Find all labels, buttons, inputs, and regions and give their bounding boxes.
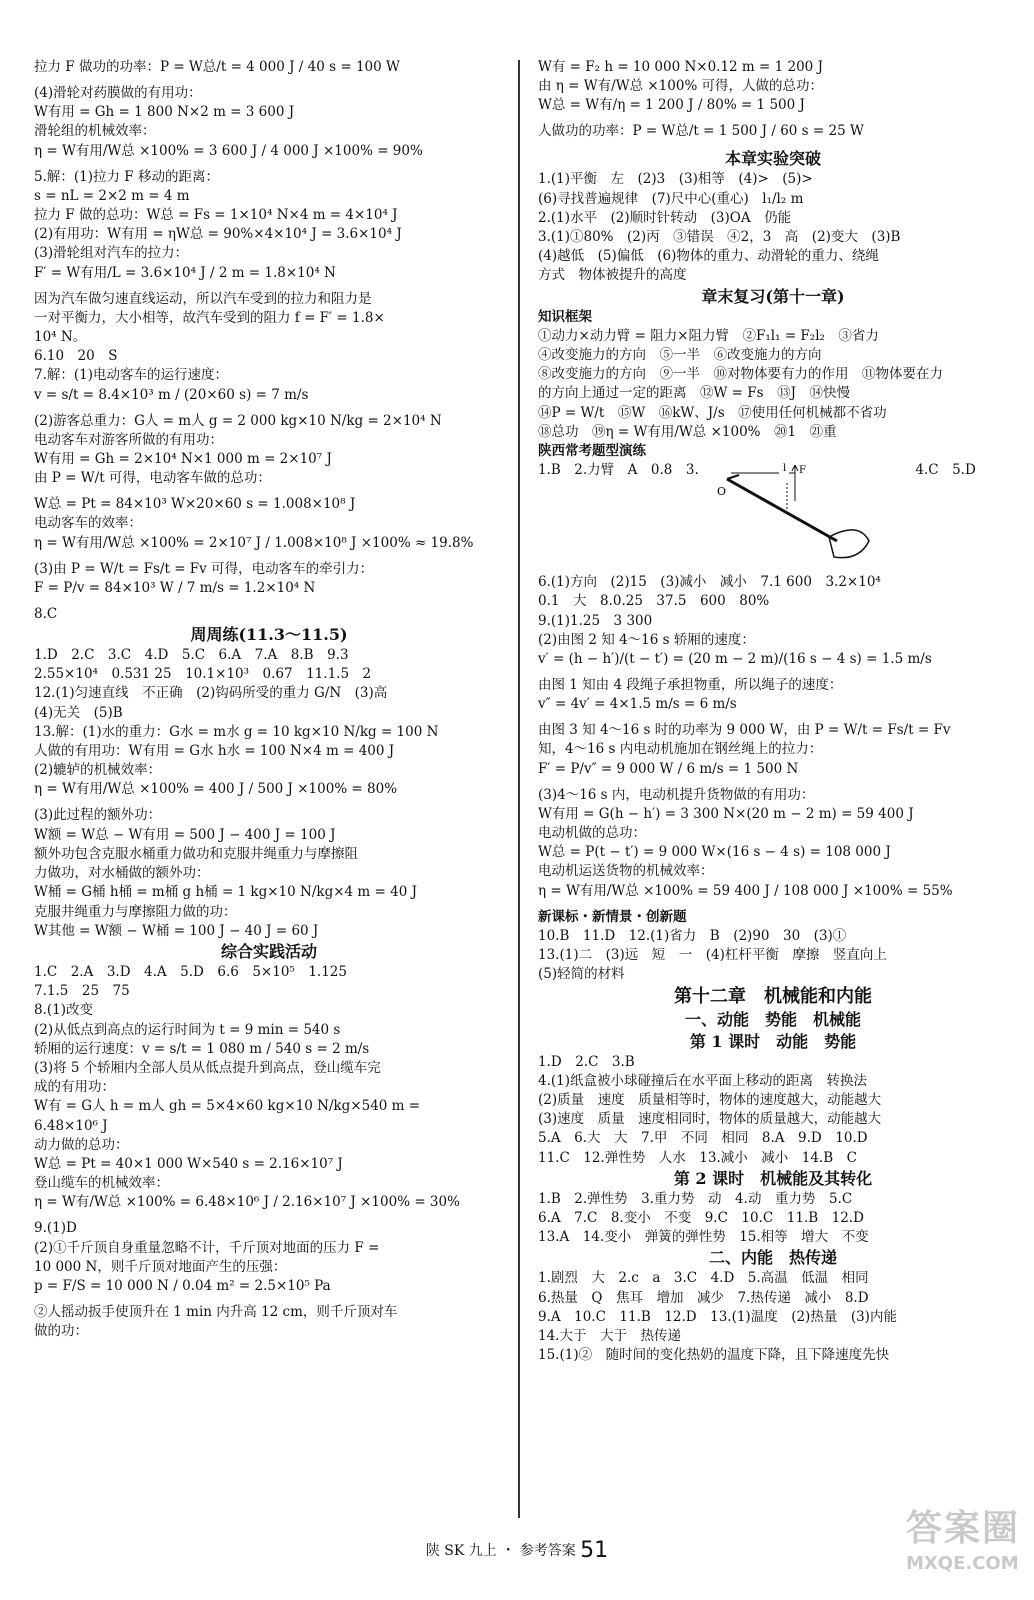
- answer-text: W总 = W有/η = 1 200 J / 80% = 1 500 J: [538, 97, 805, 114]
- answer-text: 1.D 2.C 3.C 4.D 5.C 6.A 7.A 8.B 9.3: [34, 647, 349, 664]
- answer-line-right: [538, 1190, 1008, 1209]
- answer-line-right: [538, 442, 1008, 461]
- answer-line-right: [538, 1327, 1008, 1346]
- answer-line-right: [538, 592, 1008, 611]
- answer-text: (6)寻找普遍规律 (7)尺中心(重心) l₁/l₂ m: [538, 190, 804, 207]
- answer-line-right: [538, 695, 1008, 721]
- answer-line-left: [34, 514, 504, 533]
- column-divider: [518, 60, 520, 1518]
- answer-text: 动力做的总功：: [34, 1136, 129, 1153]
- section-label: 参考答案: [519, 1543, 576, 1559]
- answer-text: 周周练(11.3～11.5): [190, 625, 348, 645]
- answer-text: 拉力 F 做功的功率：P = W总/t = 4 000 J / 40 s = 100 W: [34, 59, 400, 75]
- answer-line-left: [34, 1303, 504, 1322]
- answer-line-right: [538, 1149, 1008, 1168]
- answer-line-left: [34, 1277, 504, 1303]
- answer-text: ⑧改变施力的方向 ⑨一半 ⑩对物体要有力的作用 ⑪物体要在力: [538, 366, 943, 383]
- answer-line-right: [538, 882, 1008, 908]
- answer-text: 一对平衡力，大小相等，故汽车受到的阻力 f = F′ = 1.8×: [34, 309, 385, 326]
- answer-text: 方式 物体被提升的高度: [538, 267, 687, 284]
- answer-text: (2)由图 2 知 4～16 s 轿厢的速度：: [538, 631, 755, 648]
- answer-text: F′ = W有用/L = 3.6×10⁴ J / 2 m = 1.8×10⁴ N: [34, 264, 336, 281]
- answer-text: 6.(1)方向 (2)15 (3)减小 减小 7.1 600 3.2×10⁴: [538, 574, 881, 591]
- answer-line-right: [538, 228, 1008, 247]
- watermark-url: MXQE.COM: [906, 1553, 1019, 1574]
- answer-text: 力做功，对水桶做的额外功：: [34, 865, 210, 882]
- lever-label-F: F: [799, 465, 807, 477]
- answer-line-left: [34, 1219, 504, 1238]
- answer-line-left: [34, 560, 504, 579]
- answer-line-right: [538, 461, 1008, 573]
- answer-line-left: [34, 412, 504, 431]
- lever-diagram-icon: [709, 461, 884, 571]
- answer-text: 成的有用功：: [34, 1079, 115, 1096]
- answer-text: 一、动能 势能 机械能: [684, 1009, 861, 1029]
- answer-text: v′ = (h − h′)/(t − t′) = (20 m − 2 m)/(16 s − 4 s) = 1.5 m/s: [538, 651, 932, 668]
- answer-text: (2)质量 速度 质量相等时，物体的速度越大，动能越大: [538, 1091, 882, 1108]
- answer-text: 8.(1)改变: [34, 1002, 94, 1019]
- answer-line-right: [538, 1346, 1008, 1365]
- answer-text: 克服井绳重力与摩擦阻力做的功：: [34, 903, 237, 920]
- answer-text: 1.B 2.力臂 A 0.8 3.: [538, 462, 699, 479]
- answer-line-right: [538, 805, 1008, 824]
- answer-line-right: [538, 786, 1008, 805]
- answer-line-left: [34, 963, 504, 982]
- answer-line-right: [538, 1168, 1008, 1190]
- answer-line-left: [34, 225, 504, 244]
- answer-text: W有用 = G(h − h′) = 3 300 N×(20 m − 2 m) = 59 400 J: [538, 805, 914, 822]
- watermark-logo: [906, 1500, 1026, 1592]
- answer-text: 6.10 20 S: [34, 348, 118, 365]
- answer-line-right: [538, 1009, 1008, 1031]
- answer-line-left: [34, 742, 504, 761]
- answer-text: 13.A 14.变小 弹簧的弹性势 15.相等 增大 不变: [538, 1229, 869, 1246]
- answer-line-right: [538, 148, 1008, 170]
- answer-line-right: [538, 1129, 1008, 1148]
- answer-text: ④改变施力的方向 ⑤一半 ⑥改变施力的方向: [538, 347, 822, 364]
- answer-text: 知，4～16 s 内电动机施加在钢丝绳上的拉力：: [538, 741, 823, 758]
- answer-line-right: [538, 985, 1008, 1009]
- answer-text: (2)①千斤顶自身重量忽略不计，千斤顶对地面的压力 F =: [34, 1239, 380, 1256]
- answer-text: 5.A 6.大 大 7.甲 不同 相同 8.A 9.D 10.D: [538, 1130, 868, 1147]
- answer-text: (3)滑轮组对汽车的拉力：: [34, 245, 189, 262]
- answer-line-right: [538, 946, 1008, 965]
- answer-text: 电动机做的总功：: [538, 825, 646, 842]
- answer-text: 1.(1)平衡 左 (2)3 (3)相等 (4)> (5)>: [538, 171, 813, 188]
- answer-text: (4)越低 (5)偏低 (6)物体的重力、动滑轮的重力、绕绳: [538, 248, 879, 265]
- answer-text: W其他 = W额 − W桶 = 100 J − 40 J = 60 J: [34, 922, 319, 939]
- answer-text: 因为汽车做匀速直线运动，所以汽车受到的拉力和阻力是: [34, 290, 372, 307]
- lever-label-l: l: [783, 463, 787, 475]
- answer-line-right: [538, 631, 1008, 650]
- answer-line-left: [34, 903, 504, 922]
- answer-text: W有用 = Gh = 1 800 N×2 m = 3 600 J: [34, 104, 295, 121]
- answer-line-left: [34, 431, 504, 450]
- answer-line-right: [538, 676, 1008, 695]
- answer-line-right: [538, 843, 1008, 862]
- answer-text: s = nL = 2×2 m = 4 m: [34, 187, 190, 204]
- answer-text: 7.1.5 25 75: [34, 983, 130, 1000]
- answer-line-left: [34, 605, 504, 624]
- answer-line-right: [538, 740, 1008, 759]
- answer-text: 15.(1)② 随时间的变化热奶的温度下降，且下降速度先快: [538, 1347, 890, 1364]
- answer-line-right: [538, 1053, 1008, 1072]
- answer-text: 滑轮组的机械效率：: [34, 123, 156, 140]
- answer-line-left: [34, 495, 504, 514]
- answer-line-right: [538, 1308, 1008, 1327]
- answer-text: ⑱总功 ⑲η = W有用/W总 ×100% ⑳1 ㉑重: [538, 423, 837, 440]
- answer-line-left: [34, 864, 504, 883]
- answer-line-right: [538, 1247, 1008, 1269]
- answer-line-left: [34, 1040, 504, 1059]
- answer-line-left: [34, 328, 504, 347]
- answer-line-right: [538, 1269, 1008, 1288]
- answer-line-left: [34, 469, 504, 495]
- answer-text: 7.解：(1)电动客车的运行速度：: [34, 367, 229, 384]
- answer-line-right: [538, 346, 1008, 365]
- answer-text: 5.解：(1)拉力 F 移动的距离：: [34, 168, 219, 185]
- answer-line-left: [34, 1097, 504, 1116]
- answer-line-left: [34, 1001, 504, 1020]
- answer-line-left: [34, 122, 504, 141]
- answer-line-left: [34, 646, 504, 665]
- answer-line-right: [538, 965, 1008, 984]
- answer-line-left: [34, 665, 504, 684]
- answer-line-right: [538, 58, 1008, 77]
- answer-text: 由图 3 知 4～16 s 时的功率为 9 000 W，由 P = W/t = Fs/t = Fv: [538, 722, 951, 739]
- answer-text: 10.B 11.D 12.(1)省力 B (2)90 30 (3)①: [538, 927, 847, 944]
- answer-line-left: [34, 450, 504, 469]
- answer-line-left: [34, 1078, 504, 1097]
- answer-text: 2.55×10⁴ 0.531 25 10.1×10³ 0.67 11.1.5 2: [34, 666, 372, 683]
- answer-text: v″ = 4v′ = 4×1.5 m/s = 6 m/s: [538, 696, 737, 713]
- answer-line-left: [34, 826, 504, 845]
- answer-text: η = W有/W总 ×100% = 6.48×10⁶ J / 2.16×10⁷ J ×100% = 30%: [34, 1194, 460, 1211]
- answer-text: 电动机运送货物的机械效率：: [538, 863, 714, 880]
- answer-line-left: [34, 1239, 504, 1258]
- answer-line-right: [538, 1091, 1008, 1110]
- answer-text: W有 = G人 h = m人 gh = 5×4×60 kg×10 N/kg×540 m =: [34, 1098, 421, 1115]
- answer-line-right: [538, 266, 1008, 285]
- answer-line-left: [34, 1155, 504, 1174]
- answer-line-right: [538, 862, 1008, 881]
- answer-text: (3)速度 质量 速度相同时，物体的质量越大，动能越大: [538, 1111, 882, 1128]
- answer-text: 额外功包含克服水桶重力做功和克服井绳重力与摩擦阻: [34, 845, 358, 862]
- answer-line-left: [34, 142, 504, 168]
- answer-line-left: [34, 1322, 504, 1341]
- answer-text: W有 = F₂ h = 10 000 N×0.12 m = 1 200 J: [538, 59, 823, 75]
- answer-text: (2)有用功：W有用 = ηW总 = 90%×4×10⁴ J = 3.6×10⁴ J: [34, 226, 402, 243]
- answer-text: 1.C 2.A 3.D 4.A 5.D 6.6 5×10⁵ 1.125: [34, 963, 347, 980]
- answer-line-left: [34, 922, 504, 941]
- answer-text: 第 2 课时 机械能及其转化: [673, 1168, 873, 1188]
- answer-text: W桶 = G桶 h桶 = m桶 g h桶 = 1 kg×10 N/kg×4 m = 40 J: [34, 884, 417, 901]
- answer-text: 6.热量 Q 焦耳 增加 减少 7.热传递 减小 8.D: [538, 1289, 869, 1306]
- answer-line-right: [538, 308, 1008, 327]
- answer-line-left: [34, 309, 504, 328]
- answer-text: 9.A 10.C 11.B 12.D 13.(1)温度 (2)热量 (3)内能: [538, 1308, 897, 1325]
- right-column: [538, 58, 1008, 1365]
- answer-text: W总 = P(t − t′) = 9 000 W×(16 s − 4 s) = 108 000 J: [538, 844, 891, 861]
- answer-text: 14.大于 大于 热传递: [538, 1327, 681, 1344]
- answer-text: W总 = Pt = 84×10³ W×20×60 s = 1.008×10⁸ J: [34, 496, 356, 513]
- answer-line-left: [34, 1059, 504, 1078]
- answer-text: ⑭P = W/t ⑮W ⑯kW、J/s ⑰使用任何机械都不省功: [538, 404, 887, 421]
- answer-line-right: [538, 190, 1008, 209]
- answer-text: p = F/S = 10 000 N / 0.04 m² = 2.5×10⁵ Pa: [34, 1277, 331, 1294]
- answer-text: 章末复习(第十一章): [701, 286, 845, 306]
- answer-text: ②人摇动扳手使顶升在 1 min 内升高 12 cm，则千斤顶对车: [34, 1303, 398, 1320]
- left-column: [34, 58, 504, 1341]
- answer-line-left: [34, 366, 504, 385]
- answer-line-left: [34, 347, 504, 366]
- answer-line-left: [34, 684, 504, 703]
- answer-text: 人做的有用功：W有用 = G水 h水 = 100 N×4 m = 400 J: [34, 743, 395, 760]
- answer-line-right: [538, 650, 1008, 676]
- answer-text: 电动客车的效率：: [34, 515, 142, 532]
- answer-line-left: [34, 624, 504, 646]
- answer-text: 由图 1 知由 4 段绳子承担物重，所以绳子的速度：: [538, 677, 843, 694]
- answer-line-right: [538, 760, 1008, 786]
- answer-text: 陕西常考题型演练: [538, 443, 646, 460]
- answer-text: 做的功：: [34, 1323, 88, 1340]
- answer-text: 0.1 大 8.0.25 37.5 600 80%: [538, 593, 770, 610]
- answer-line-left: [34, 187, 504, 206]
- answer-line-left: [34, 1258, 504, 1277]
- answer-line-left: [34, 1174, 504, 1193]
- answer-text: 12.(1)匀速直线 不正确 (2)钩码所受的重力 G/N (3)高: [34, 685, 388, 702]
- answer-line-left: [34, 806, 504, 825]
- answer-text: η = W有用/W总 ×100% = 59 400 J / 108 000 J ×100% = 55%: [538, 882, 953, 899]
- answer-line-right: [538, 404, 1008, 423]
- answer-line-right: [538, 1228, 1008, 1247]
- answer-text: 4.(1)纸盒被小球碰撞后在水平面上移动的距离 转换法: [538, 1072, 868, 1089]
- answer-text: (3)由 P = W/t = Fs/t = Fv 可得，电动客车的牵引力：: [34, 560, 374, 577]
- answer-text: 二、内能 热传递: [708, 1248, 837, 1268]
- answer-text: 10 000 N，则千斤顶对地面产生的压强：: [34, 1258, 287, 1275]
- answer-line-left: [34, 168, 504, 187]
- answer-text: 新课标・新情景・创新题: [538, 908, 687, 925]
- answer-line-left: [34, 761, 504, 780]
- answer-text-extra: 4.C 5.D: [888, 462, 976, 479]
- answer-text: F = P/v = 84×10³ W / 7 m/s = 1.2×10⁴ N: [34, 579, 316, 596]
- answer-line-left: [34, 704, 504, 723]
- answer-line-right: [538, 1289, 1008, 1308]
- answer-line-right: [538, 573, 1008, 592]
- answer-text: 由 η = W有/W总 ×100% 可得，人做的总功：: [538, 78, 824, 95]
- answer-text: 13.(1)二 (3)远 短 一 (4)杠杆平衡 摩擦 竖直向上: [538, 947, 887, 964]
- answer-line-left: [34, 534, 504, 560]
- answer-text: 的方向上通过一定的距离 ⑫W = Fs ⑬J ⑭快慢: [538, 385, 850, 402]
- answer-line-left: [34, 1117, 504, 1136]
- answer-text: 拉力 F 做的总功：W总 = Fs = 1×10⁴ N×4 m = 4×10⁴ J: [34, 207, 398, 224]
- answer-line-right: [538, 908, 1008, 927]
- answer-text: 登山缆车的机械效率：: [34, 1175, 169, 1192]
- answer-text: (2)从低点到高点的运行时间为 t = 9 min = 540 s: [34, 1021, 341, 1038]
- answer-line-right: [538, 612, 1008, 631]
- answer-line-right: [538, 824, 1008, 843]
- answer-text: W总 = Pt = 40×1 000 W×540 s = 2.16×10⁷ J: [34, 1155, 343, 1172]
- answer-line-left: [34, 386, 504, 412]
- answer-text: 人做功的功率：P = W总/t = 1 500 J / 60 s = 25 W: [538, 123, 864, 140]
- answer-line-right: [538, 170, 1008, 189]
- answer-line-right: [538, 1031, 1008, 1053]
- answer-line-right: [538, 122, 1008, 148]
- answer-line-left: [34, 290, 504, 309]
- answer-text: 11.C 12.弹性势 人水 13.减小 减小 14.B C: [538, 1149, 857, 1166]
- answer-line-right: [538, 1209, 1008, 1228]
- answer-line-right: [538, 286, 1008, 308]
- answer-line-right: [538, 1110, 1008, 1129]
- answer-line-right: [538, 96, 1008, 122]
- answer-line-left: [34, 84, 504, 103]
- answer-line-left: [34, 264, 504, 290]
- answer-line-left: [34, 1193, 504, 1219]
- answer-text: 2.(1)水平 (2)顺时针转动 (3)OA 仍能: [538, 209, 792, 226]
- answer-line-right: [538, 721, 1008, 740]
- answer-text: η = W有用/W总 ×100% = 3 600 J / 4 000 J ×100% = 90%: [34, 142, 423, 159]
- answer-text: 本章实验突破: [724, 149, 821, 169]
- answer-text: (2)辘轳的机械效率：: [34, 762, 162, 779]
- answer-text: 13.解：(1)水的重力：G水 = m水 g = 10 kg×10 N/kg = 100 N: [34, 723, 439, 740]
- answer-line-left: [34, 941, 504, 963]
- answer-line-right: [538, 209, 1008, 228]
- answer-text: W额 = W总 − W有用 = 500 J − 400 J = 100 J: [34, 826, 336, 843]
- answer-text: ①动力×动力臂 = 阻力×阻力臂 ②F₁l₁ = F₂l₂ ③省力: [538, 327, 879, 344]
- answer-line-left: [34, 845, 504, 864]
- answer-text: 9.(1)D: [34, 1220, 77, 1237]
- answer-text: 第 1 课时 动能 势能: [689, 1031, 857, 1051]
- answer-line-right: [538, 384, 1008, 403]
- answer-line-right: [538, 1072, 1008, 1091]
- answer-text: 8.C: [34, 605, 58, 622]
- answer-line-left: [34, 58, 504, 84]
- answer-text: 1.D 2.C 3.B: [538, 1053, 635, 1070]
- answer-line-left: [34, 579, 504, 605]
- answer-text: (4)无关 (5)B: [34, 704, 123, 721]
- answer-text: η = W有用/W总 ×100% = 2×10⁷ J / 1.008×10⁸ J ×100% ≈ 19.8%: [34, 534, 474, 551]
- answer-text: F′ = P/v″ = 9 000 W / 6 m/s = 1 500 N: [538, 760, 799, 777]
- answer-text: 6.48×10⁶ J: [34, 1117, 108, 1134]
- answer-text: (3)此过程的额外功：: [34, 807, 162, 824]
- watermark-brand: 答案圈: [906, 1508, 1021, 1549]
- answer-line-right: [538, 365, 1008, 384]
- lever-label-O: O: [717, 485, 727, 499]
- answer-text: η = W有用/W总 ×100% = 400 J / 500 J ×100% = 80%: [34, 781, 398, 798]
- answer-text: 1.B 2.弹性势 3.重力势 动 4.动 重力势 5.C: [538, 1190, 853, 1207]
- answer-text: v = s/t = 8.4×10³ m / (20×60 s) = 7 m/s: [34, 386, 309, 403]
- answer-text: 6.A 7.C 8.变小 不变 9.C 10.C 11.B 12.D: [538, 1209, 864, 1226]
- answer-text: (2)游客总重力：G人 = m人 g = 2 000 kg×10 N/kg = 2×10⁴ N: [34, 412, 442, 429]
- answer-line-left: [34, 883, 504, 902]
- answer-text: W有用 = Gh = 2×10⁴ N×1 000 m = 2×10⁷ J: [34, 451, 332, 468]
- answer-text: 综合实践活动: [220, 941, 317, 961]
- answer-line-left: [34, 1136, 504, 1155]
- answer-text: 知识框架: [538, 308, 592, 325]
- answer-text: 电动客车对游客所做的有用功：: [34, 431, 223, 448]
- answer-text: 由 P = W/t 可得，电动客车做的总功：: [34, 470, 271, 487]
- answer-text: (5)轻简的材料: [538, 966, 625, 983]
- answer-line-left: [34, 206, 504, 225]
- answer-text: (4)滑轮对药膜做的有用功：: [34, 85, 202, 101]
- answer-text: 3.(1)①80% (2)丙 ③错误 ④2，3 高 (2)变大 (3)B: [538, 229, 901, 246]
- page-number: 51: [580, 1538, 609, 1563]
- answer-line-left: [34, 103, 504, 122]
- page-footer: 陕 SK 九上 ・ 参考答案 51: [425, 1538, 609, 1563]
- answer-line-left: [34, 780, 504, 806]
- edition-label: 陕 SK 九上: [425, 1543, 497, 1559]
- answer-text: (3)将 5 个轿厢内全部人员从低点提升到高点，登山缆车完: [34, 1059, 381, 1076]
- answer-line-right: [538, 927, 1008, 946]
- answer-text: 9.(1)1.25 3 300: [538, 612, 653, 629]
- answer-text: 10⁴ N。: [34, 329, 87, 346]
- answer-line-right: [538, 247, 1008, 266]
- answer-line-right: [538, 327, 1008, 346]
- answer-line-left: [34, 244, 504, 263]
- answer-text: (3)4～16 s 内，电动机提升货物做的有用功：: [538, 786, 815, 803]
- answer-text: 轿厢的运行速度：v = s/t = 1 080 m / 540 s = 2 m/s: [34, 1040, 370, 1057]
- answer-line-right: [538, 423, 1008, 442]
- answer-text: 第十二章 机械能和内能: [674, 985, 872, 1007]
- answer-line-right: [538, 77, 1008, 96]
- answer-text: 1.剧烈 大 2.c a 3.C 4.D 5.高温 低温 相同: [538, 1270, 869, 1287]
- answer-line-left: [34, 1021, 504, 1040]
- answer-line-left: [34, 723, 504, 742]
- answer-line-left: [34, 982, 504, 1001]
